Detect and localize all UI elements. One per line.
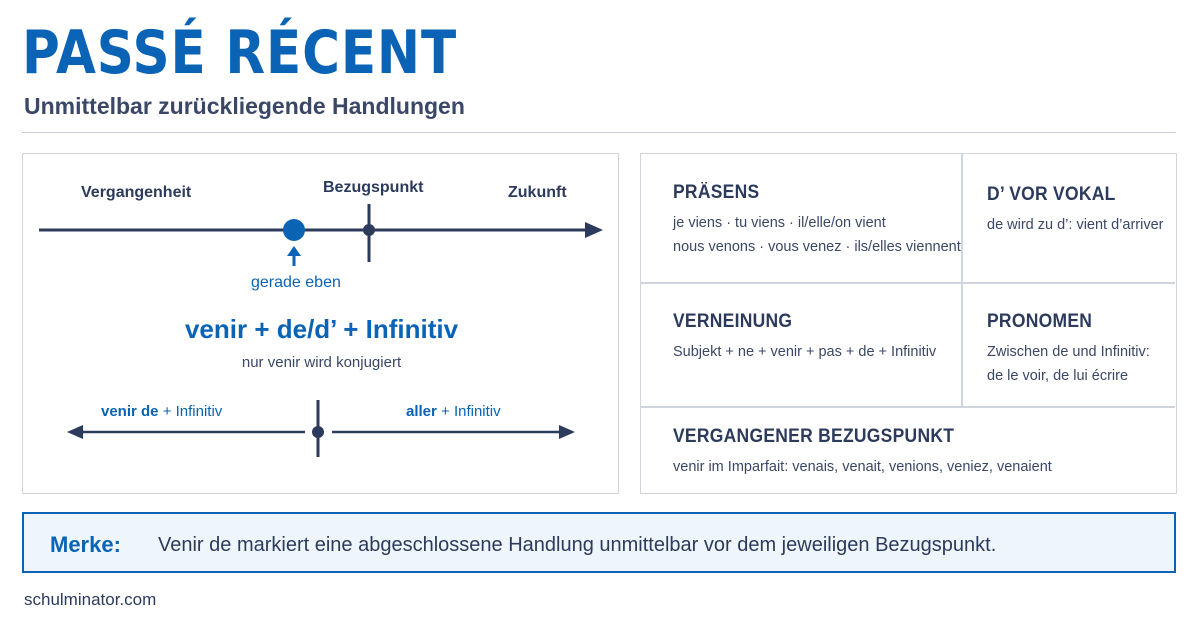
aller-suffix: + Infinitiv <box>436 403 501 420</box>
direction-center-dot <box>312 426 324 438</box>
d-vor-vokal-line1: de wird zu d’: vient d’arriver <box>987 217 1164 233</box>
venir-de-label: venir de <box>101 403 159 420</box>
grid-divider-row1 <box>641 282 1175 284</box>
praesens-heading: PRÄSENS <box>673 182 760 203</box>
direction-arrowhead-left <box>67 425 83 439</box>
timeline-panel <box>22 153 619 494</box>
vergangener-bezugspunkt-cell <box>673 426 1052 479</box>
praesens-line2: nous venons · vous venez · ils/elles viennent <box>673 239 961 255</box>
merke-note <box>22 512 1176 573</box>
page-subtitle: Unmittelbar zurückliegende Handlungen <box>24 93 465 119</box>
aller-direction-label <box>406 403 501 420</box>
source-footer: schulminator.com <box>24 590 157 609</box>
merke-text: Venir de markiert eine abgeschlossene Handlung unmittelbar vor dem jeweiligen Bezugspunkt. <box>158 534 997 556</box>
reference-label: Bezugspunkt <box>323 179 424 196</box>
rules-grid <box>640 153 1177 494</box>
grid-divider-vertical <box>961 154 963 407</box>
direction-arrowhead-right <box>559 425 575 439</box>
praesens-line1: je viens · tu viens · il/elle/on vient <box>673 215 886 231</box>
verneinung-line1: Subjekt + ne + venir + pas + de + Infinitiv <box>673 344 937 360</box>
future-label: Zukunft <box>508 184 567 201</box>
verneinung-heading: VERNEINUNG <box>673 311 793 332</box>
reference-dot <box>363 224 375 236</box>
merke-label: Merke: <box>50 532 121 557</box>
just-now-label: gerade eben <box>251 274 341 291</box>
aller-label: aller <box>406 403 437 420</box>
grid-divider-row2 <box>641 406 1175 408</box>
just-now-arrowhead <box>287 246 301 256</box>
d-vor-vokal-heading: D’ VOR VOKAL <box>987 184 1116 205</box>
page-title: PASSÉ RÉCENT <box>22 18 458 88</box>
d-vor-vokal-cell <box>987 184 1164 237</box>
pronomen-line2: de le voir, de lui écrire <box>987 368 1129 384</box>
verneinung-cell <box>673 311 936 364</box>
just-now-point <box>283 219 305 241</box>
vergangener-bezugspunkt-line1: venir im Imparfait: venais, venait, venions, veniez, venaient <box>673 459 1052 475</box>
timeline-arrowhead <box>585 222 603 238</box>
past-label: Vergangenheit <box>81 184 192 201</box>
pronomen-line1: Zwischen de und Infinitiv: <box>987 344 1150 360</box>
vergangener-bezugspunkt-heading: VERGANGENER BEZUGSPUNKT <box>673 426 955 447</box>
formula-note: nur venir wird konjugiert <box>241 354 402 371</box>
pronomen-cell <box>987 311 1150 388</box>
title-divider <box>22 132 1176 133</box>
venir-de-direction-label <box>101 403 222 420</box>
pronomen-heading: PRONOMEN <box>987 311 1093 332</box>
praesens-cell <box>673 182 961 259</box>
venir-de-suffix: + Infinitiv <box>158 403 223 420</box>
formula: venir + de/d’ + Infinitiv <box>184 314 459 344</box>
